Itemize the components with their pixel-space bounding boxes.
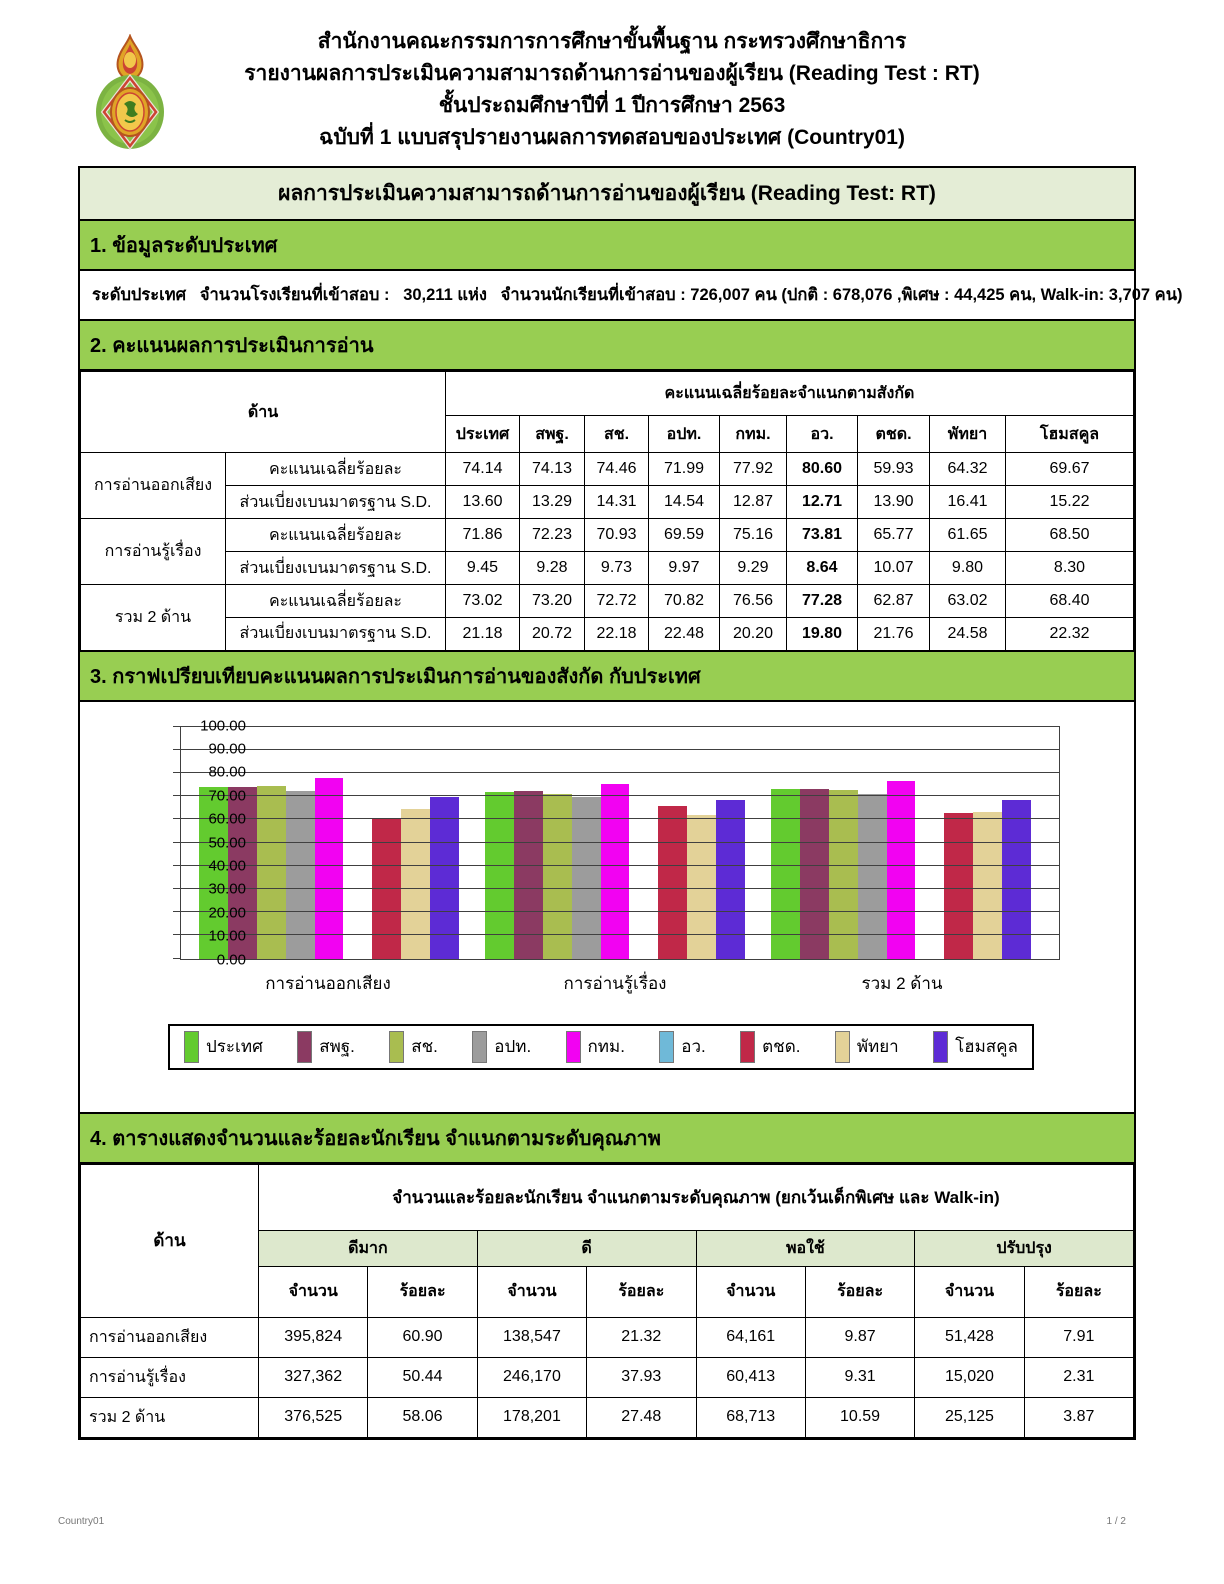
legend-label: อปท.	[494, 1037, 532, 1056]
bar-group	[485, 727, 745, 959]
score-mean-value: 76.56	[720, 585, 787, 618]
chart-gridline	[181, 772, 1059, 773]
score-mean-value: 61.65	[930, 519, 1006, 552]
section1-header: 1. ข้อมูลระดับประเทศ	[80, 221, 1134, 271]
quality-subcolumn-header: จำนวน	[696, 1266, 805, 1317]
score-sd-value: 9.45	[446, 552, 520, 585]
score-mean-value: 70.93	[585, 519, 649, 552]
legend-label: สช.	[411, 1037, 438, 1056]
legend-label: กทม.	[587, 1037, 625, 1056]
legend-label: ตชด.	[762, 1037, 801, 1056]
legend-item	[835, 1031, 899, 1063]
quality-subcolumn-header: ร้อยละ	[587, 1266, 696, 1317]
chart-gridline	[181, 865, 1059, 866]
score-mean-value: 77.92	[720, 453, 787, 486]
legend-item	[389, 1031, 438, 1063]
sd-row-label: ส่วนเบี่ยงเบนมาตรฐาน S.D.	[226, 486, 446, 519]
score-column-header: กทม.	[720, 416, 787, 453]
quality-value: 376,525	[259, 1397, 368, 1437]
chart-legend	[168, 1024, 1034, 1070]
quality-value: 58.06	[368, 1397, 477, 1437]
score-mean-value: 70.82	[649, 585, 720, 618]
score-sd-value: 19.80	[787, 618, 858, 651]
score-mean-value: 68.50	[1006, 519, 1134, 552]
chart-gridline	[181, 842, 1059, 843]
quality-value: 246,170	[477, 1357, 586, 1397]
chart-gridline	[181, 749, 1059, 750]
legend-swatch-icon	[835, 1031, 850, 1063]
score-mean-value: 74.14	[446, 453, 520, 486]
quality-value: 138,547	[477, 1317, 586, 1357]
score-sd-value: 22.18	[585, 618, 649, 651]
score-sd-value: 8.30	[1006, 552, 1134, 585]
quality-level-header: ดี	[477, 1230, 696, 1266]
quality-value: 21.32	[587, 1317, 696, 1357]
score-sd-value: 14.31	[585, 486, 649, 519]
quality-value: 51,428	[915, 1317, 1024, 1357]
legend-swatch-icon	[389, 1031, 404, 1063]
y-axis-label: 70.00	[208, 787, 246, 805]
legend-swatch-icon	[933, 1031, 948, 1063]
legend-label: สพฐ.	[319, 1037, 355, 1056]
quality-value: 60.90	[368, 1317, 477, 1357]
legend-swatch-icon	[566, 1031, 581, 1063]
score-sd-value: 10.07	[858, 552, 930, 585]
score-sd-value: 22.32	[1006, 618, 1134, 651]
score-sd-value: 13.60	[446, 486, 520, 519]
chart-bar-groups	[181, 727, 1059, 959]
legend-item	[740, 1031, 800, 1063]
score-mean-value: 74.46	[585, 453, 649, 486]
bar-พัทยา	[973, 812, 1002, 958]
score-sd-value: 15.22	[1006, 486, 1134, 519]
quality-level-header: พอใช้	[696, 1230, 915, 1266]
y-axis-label: 40.00	[208, 857, 246, 875]
score-mean-value: 75.16	[720, 519, 787, 552]
score-column-header: ประเทศ	[446, 416, 520, 453]
chart-gridline	[181, 888, 1059, 889]
chart-canvas	[80, 702, 1134, 1002]
quality-value: 2.31	[1024, 1357, 1133, 1397]
bar-อว.	[915, 779, 944, 958]
quality-value: 27.48	[587, 1397, 696, 1437]
quality-value: 327,362	[259, 1357, 368, 1397]
mean-row-label: คะแนนเฉลี่ยร้อยละ	[226, 519, 446, 552]
score-mean-value: 71.99	[649, 453, 720, 486]
legend-item	[297, 1031, 355, 1063]
legend-item	[659, 1031, 705, 1063]
bar-อว.	[629, 787, 658, 958]
section2-header: 2. คะแนนผลการประเมินการอ่าน	[80, 321, 1134, 371]
score-mean-value: 69.59	[649, 519, 720, 552]
chart-gridline	[181, 795, 1059, 796]
score-mean-value: 73.20	[520, 585, 585, 618]
document-header	[0, 0, 1224, 156]
y-axis-label: 50.00	[208, 834, 246, 851]
score-column-header: อปท.	[649, 416, 720, 453]
chart-plot	[180, 726, 1060, 960]
score-table-domain-header: ด้าน	[81, 372, 446, 453]
quality-value: 9.87	[805, 1317, 914, 1357]
mean-row-label: คะแนนเฉลี่ยร้อยละ	[226, 585, 446, 618]
score-sd-value: 9.97	[649, 552, 720, 585]
quality-level-header: ดีมาก	[259, 1230, 478, 1266]
footer-document-code: Country01	[58, 1516, 105, 1527]
bar-กทม.	[315, 778, 344, 959]
sd-row-label: ส่วนเบี่ยงเบนมาตรฐาน S.D.	[226, 618, 446, 651]
quality-value: 37.93	[587, 1357, 696, 1397]
legend-swatch-icon	[740, 1031, 755, 1063]
score-sd-value: 16.41	[930, 486, 1006, 519]
quality-subcolumn-header: ร้อยละ	[805, 1266, 914, 1317]
quality-table-main-header: จำนวนและร้อยละนักเรียน จำแนกตามระดับคุณภาพ (ยกเว้นเด็กพิเศษ และ Walk-in)	[259, 1164, 1134, 1230]
bar-ตชด.	[372, 819, 401, 958]
chart-gridline	[181, 934, 1059, 935]
score-mean-value: 80.60	[787, 453, 858, 486]
bar-group	[771, 727, 1031, 959]
score-sd-value: 14.54	[649, 486, 720, 519]
section3-header: 3. กราฟเปรียบเทียบคะแนนผลการประเมินการอ่านของสังกัด กับประเทศ	[80, 652, 1134, 702]
score-column-header: พัทยา	[930, 416, 1006, 453]
quality-subcolumn-header: จำนวน	[477, 1266, 586, 1317]
quality-value: 9.31	[805, 1357, 914, 1397]
quality-value: 15,020	[915, 1357, 1024, 1397]
score-mean-value: 71.86	[446, 519, 520, 552]
score-domain-label: การอ่านออกเสียง	[81, 453, 226, 519]
legend-item	[566, 1031, 625, 1063]
chart-gridline	[181, 911, 1059, 912]
score-table	[80, 371, 1134, 652]
score-sd-value: 21.18	[446, 618, 520, 651]
quality-domain-label: รวม 2 ด้าน	[81, 1397, 259, 1437]
quality-value: 7.91	[1024, 1317, 1133, 1357]
score-column-header: สช.	[585, 416, 649, 453]
score-domain-label: การอ่านรู้เรื่อง	[81, 519, 226, 585]
quality-value: 395,824	[259, 1317, 368, 1357]
score-mean-value: 73.81	[787, 519, 858, 552]
quality-subcolumn-header: จำนวน	[915, 1266, 1024, 1317]
header-line-1: สำนักงานคณะกรรมการการศึกษาขั้นพื้นฐาน กระทรวงศึกษาธิการ	[317, 30, 907, 53]
y-axis-label: 10.00	[208, 927, 246, 945]
score-sd-value: 13.29	[520, 486, 585, 519]
bar-กทม.	[887, 781, 916, 959]
legend-item	[184, 1031, 263, 1063]
score-sd-value: 20.20	[720, 618, 787, 651]
quality-table	[80, 1164, 1134, 1438]
score-mean-value: 69.67	[1006, 453, 1134, 486]
bar-ตชด.	[944, 813, 973, 959]
header-line-3: ชั้นประถมศึกษาปีที่ 1 ปีการศึกษา 2563	[438, 94, 786, 117]
score-column-header: ตชด.	[858, 416, 930, 453]
comparison-bar-chart	[80, 702, 1134, 1114]
score-column-header: สพฐ.	[520, 416, 585, 453]
bar-สพฐ.	[800, 789, 829, 959]
quality-value: 68,713	[696, 1397, 805, 1437]
score-mean-value: 68.40	[1006, 585, 1134, 618]
score-sd-value: 9.80	[930, 552, 1006, 585]
score-mean-value: 62.87	[858, 585, 930, 618]
quality-value: 50.44	[368, 1357, 477, 1397]
mean-row-label: คะแนนเฉลี่ยร้อยละ	[226, 453, 446, 486]
y-axis-label: 20.00	[208, 904, 246, 922]
y-axis-label: 80.00	[208, 763, 246, 781]
score-sd-value: 12.71	[787, 486, 858, 519]
score-column-header: อว.	[787, 416, 858, 453]
x-axis-category-label: การอ่านออกเสียง	[265, 973, 391, 993]
score-sd-value: 9.73	[585, 552, 649, 585]
score-mean-value: 63.02	[930, 585, 1006, 618]
header-line-2: รายงานผลการประเมินความสามารถด้านการอ่านของผู้เรียน (Reading Test : RT)	[244, 62, 980, 85]
x-axis-category-label: การอ่านรู้เรื่อง	[563, 973, 667, 993]
y-axis-label: 90.00	[208, 740, 246, 758]
quality-domain-label: การอ่านรู้เรื่อง	[81, 1357, 259, 1397]
quality-value: 64,161	[696, 1317, 805, 1357]
score-mean-value: 72.23	[520, 519, 585, 552]
score-sd-value: 22.48	[649, 618, 720, 651]
y-axis-label: 0.00	[216, 951, 246, 968]
quality-subcolumn-header: ร้อยละ	[1024, 1266, 1133, 1317]
score-sd-value: 9.29	[720, 552, 787, 585]
score-sd-value: 12.87	[720, 486, 787, 519]
score-sd-value: 20.72	[520, 618, 585, 651]
quality-subcolumn-header: จำนวน	[259, 1266, 368, 1317]
legend-label: พัทยา	[856, 1037, 899, 1056]
score-mean-value: 74.13	[520, 453, 585, 486]
bar-พัทยา	[401, 809, 430, 958]
score-sd-value: 9.28	[520, 552, 585, 585]
quality-value: 60,413	[696, 1357, 805, 1397]
bar-ตชด.	[658, 806, 687, 959]
legend-label: อว.	[681, 1037, 706, 1056]
legend-swatch-icon	[297, 1031, 312, 1063]
quality-value: 25,125	[915, 1397, 1024, 1437]
x-axis-category-label: รวม 2 ด้าน	[861, 973, 943, 993]
legend-label: โฮมสคูล	[955, 1037, 1018, 1056]
score-sd-value: 24.58	[930, 618, 1006, 651]
bar-กทม.	[601, 784, 630, 958]
legend-item	[472, 1031, 531, 1063]
quality-value: 3.87	[1024, 1397, 1133, 1437]
score-sd-value: 13.90	[858, 486, 930, 519]
score-mean-value: 65.77	[858, 519, 930, 552]
score-mean-value: 59.93	[858, 453, 930, 486]
legend-swatch-icon	[472, 1031, 487, 1063]
sd-row-label: ส่วนเบี่ยงเบนมาตรฐาน S.D.	[226, 552, 446, 585]
quality-level-header: ปรับปรุง	[915, 1230, 1134, 1266]
quality-value: 178,201	[477, 1397, 586, 1437]
score-domain-label: รวม 2 ด้าน	[81, 585, 226, 651]
score-sd-value: 8.64	[787, 552, 858, 585]
legend-swatch-icon	[659, 1031, 674, 1063]
obec-emblem-icon	[94, 34, 166, 152]
country-stats-line: ระดับประเทศ จำนวนโรงเรียนที่เข้าสอบ : 30,211 แห่ง จำนวนนักเรียนที่เข้าสอบ : 726,007 คน (ปกติ : 678,076 ,พิเศษ : 44,425 คน, Walk-in: 3,707 คน)	[80, 271, 1134, 321]
bar-สช.	[257, 786, 286, 959]
score-mean-value: 72.72	[585, 585, 649, 618]
score-table-group-header: คะแนนเฉลี่ยร้อยละจำแนกตามสังกัด	[446, 372, 1134, 416]
footer-page-number: 1 / 2	[1106, 1516, 1126, 1527]
quality-table-domain-header: ด้าน	[81, 1164, 259, 1317]
score-table-body	[81, 453, 1134, 651]
section4-header: 4. ตารางแสดงจำนวนและร้อยละนักเรียน จำแนกตามระดับคุณภาพ	[80, 1114, 1134, 1164]
report-body	[78, 166, 1183, 1440]
quality-subcolumn-header: ร้อยละ	[368, 1266, 477, 1317]
report-banner-title: ผลการประเมินความสามารถด้านการอ่านของผู้เรียน (Reading Test: RT)	[80, 168, 1134, 221]
quality-table-body	[81, 1317, 1134, 1437]
y-axis-label: 60.00	[208, 810, 246, 828]
score-mean-value: 77.28	[787, 585, 858, 618]
chart-x-axis-labels	[180, 970, 1060, 997]
score-sd-value: 21.76	[858, 618, 930, 651]
legend-swatch-icon	[184, 1031, 199, 1063]
legend-label: ประเทศ	[206, 1037, 263, 1056]
legend-item	[933, 1031, 1018, 1063]
quality-domain-label: การอ่านออกเสียง	[81, 1317, 259, 1357]
score-mean-value: 73.02	[446, 585, 520, 618]
bar-ประเทศ	[771, 789, 800, 958]
score-column-header: โฮมสคูล	[1006, 416, 1134, 453]
score-mean-value: 64.32	[930, 453, 1006, 486]
chart-gridline	[181, 818, 1059, 819]
y-axis-label: 100.00	[200, 717, 246, 734]
quality-value: 10.59	[805, 1397, 914, 1437]
header-line-4: ฉบับที่ 1 แบบสรุปรายงานผลการทดสอบของประเทศ (Country01)	[319, 126, 905, 149]
y-axis-label: 30.00	[208, 880, 246, 898]
bar-สช.	[829, 790, 858, 959]
